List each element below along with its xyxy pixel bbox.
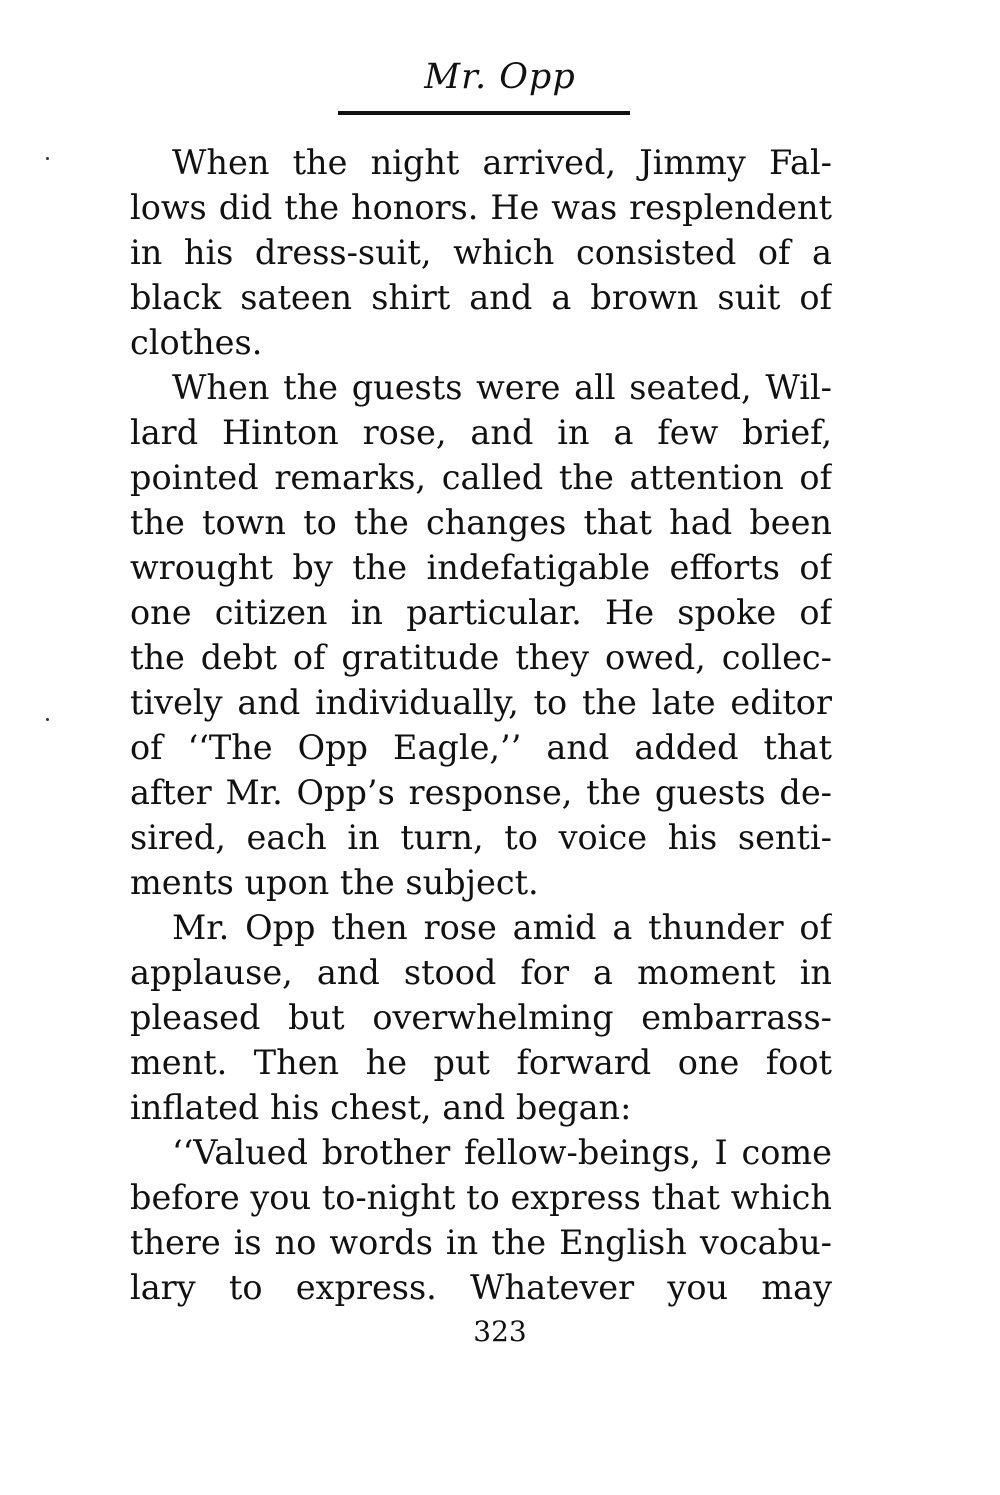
text-line: sired, each in turn, to voice his senti- <box>130 818 832 857</box>
text-line: clothes. <box>130 323 263 362</box>
text-line: of ‘‘The Opp Eagle,’’ and added that <box>130 728 832 767</box>
text-line: pointed remarks, called the attention of <box>130 458 832 497</box>
paragraph <box>130 1130 832 1310</box>
text-line: tively and individually, to the late editor <box>130 683 832 722</box>
text-line: ‘‘Valued brother fellow-beings, I come <box>172 1133 832 1172</box>
text-line: wrought by the indefatigable efforts of <box>130 548 832 587</box>
print-speck <box>46 157 49 160</box>
text-line: black sateen shirt and a brown suit of <box>130 278 832 317</box>
running-head: Mr. Opp <box>424 57 576 97</box>
page-number: 323 <box>473 1315 527 1348</box>
paragraph <box>130 365 832 905</box>
text-line: the debt of gratitude they owed, collec- <box>130 638 832 677</box>
text-line: When the guests were all seated, Wil- <box>172 368 832 407</box>
text-line: ment. Then he put forward one foot <box>130 1043 832 1082</box>
text-line: ments upon the subject. <box>130 863 539 902</box>
text-line: in his dress-suit, which consisted of a <box>130 233 832 272</box>
paragraph <box>130 905 832 1130</box>
text-line: pleased but overwhelming embarrass- <box>130 998 832 1037</box>
text-line: one citizen in particular. He spoke of <box>130 593 832 632</box>
text-line: after Mr. Opp’s response, the guests de- <box>130 773 832 812</box>
text-line: Mr. Opp then rose amid a thunder of <box>172 908 832 947</box>
text-line: before you to-night to express that which <box>130 1178 832 1217</box>
paragraph <box>130 140 832 365</box>
text-line: When the night arrived, Jimmy Fal- <box>172 143 832 182</box>
text-line: applause, and stood for a moment in <box>130 953 832 992</box>
text-line: lary to express. Whatever you may <box>130 1268 832 1307</box>
text-line: inflated his chest, and began: <box>130 1088 632 1127</box>
text-line: lard Hinton rose, and in a few brief, <box>130 413 832 452</box>
text-line: the town to the changes that had been <box>130 503 832 542</box>
body-text <box>130 140 832 1310</box>
text-line: lows did the honors. He was resplendent <box>130 188 832 227</box>
print-speck <box>46 718 49 721</box>
text-line: there is no words in the English vocabu- <box>130 1223 832 1262</box>
head-rule <box>338 111 630 115</box>
